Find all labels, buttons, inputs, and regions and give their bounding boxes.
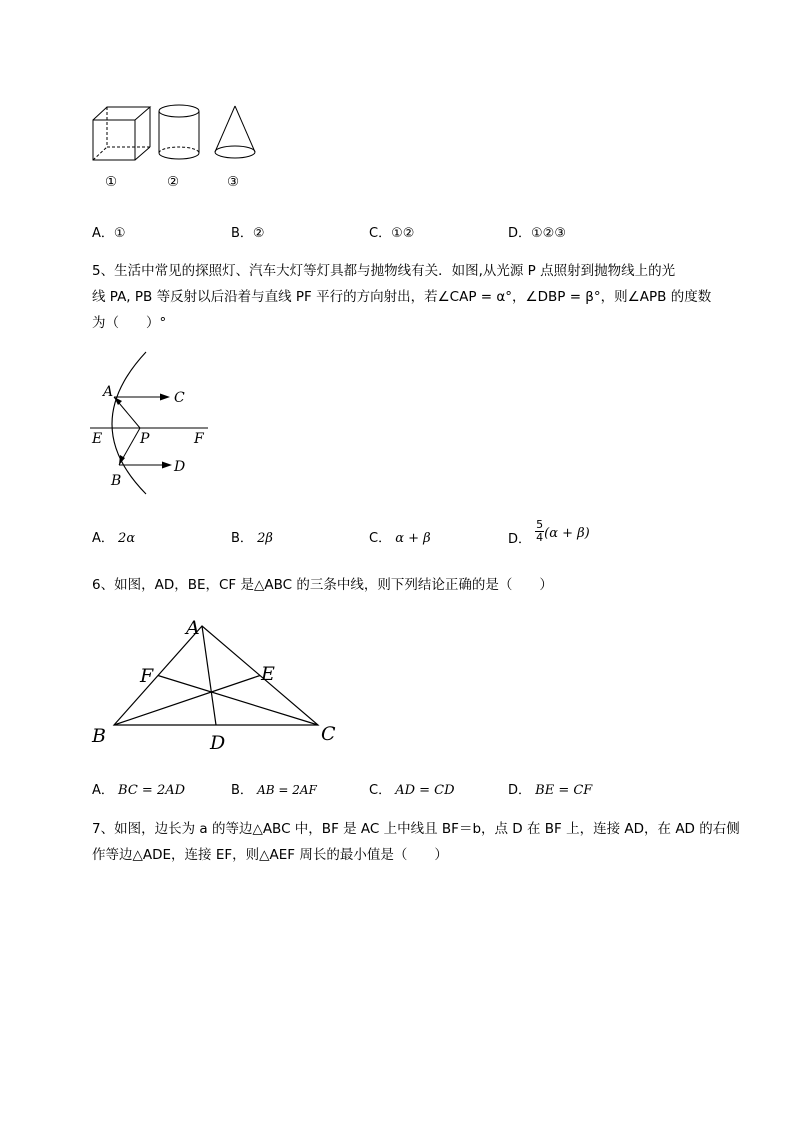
solid-label-2: ② — [167, 174, 180, 190]
fraction-numerator: 5 — [536, 518, 544, 531]
q6-option-b[interactable]: B． AB = 2AF — [231, 783, 317, 798]
q5-text-line3: 为（ ）° — [92, 315, 167, 331]
solid-label-3: ③ — [227, 174, 240, 190]
median-ad — [202, 626, 216, 725]
q4-option-a[interactable]: A．① — [92, 226, 126, 241]
cone-solid — [215, 106, 255, 158]
q5-option-b[interactable]: B． 2β — [231, 531, 273, 546]
q5-option-c[interactable]: C． α + β — [369, 531, 431, 546]
q7-text-line1: 7、如图，边长为 a 的等边△ABC 中，BF 是 AC 上中线且 BF＝b，点 D 在 BF 上，连接 AD，在 AD 的右侧 — [92, 821, 740, 837]
label-f: F — [194, 431, 204, 447]
label-e: E — [92, 431, 103, 447]
q6-option-c[interactable]: C． AD = CD — [369, 783, 455, 798]
label-d: D — [210, 732, 226, 754]
cube-solid — [93, 107, 150, 160]
q4-option-c[interactable]: C．①② — [369, 226, 415, 241]
q6-option-d[interactable]: D． BE = CF — [508, 783, 593, 798]
solids-figure — [88, 100, 278, 170]
label-c: C — [321, 723, 336, 745]
q6-option-a[interactable]: A． BC = 2AD — [92, 783, 186, 798]
q5-text-line2: 线 PA, PB 等反射以后沿着与直线 PF 平行的方向射出，若∠CAP = α°，∠DBP = β°，则∠APB 的度数 — [92, 289, 712, 305]
parabola-figure — [88, 350, 218, 496]
label-b: B — [111, 473, 122, 489]
label-a: A — [103, 384, 114, 400]
label-p: P — [140, 431, 150, 447]
fraction-denominator: 4 — [536, 531, 544, 544]
q7-text-line2: 作等边△ADE，连接 EF，则△AEF 周长的最小值是（ ） — [92, 847, 448, 863]
q5-option-d[interactable]: D． $\frac{5}{4}$ (α + β) — [508, 518, 590, 547]
q6-text-line1: 6、如图，AD，BE，CF 是△ABC 的三条中线，则下列结论正确的是（ ） — [92, 577, 553, 593]
cylinder-solid — [159, 105, 199, 159]
triangle-figure — [88, 612, 348, 757]
label-b: B — [92, 725, 106, 747]
solid-label-1: ① — [105, 174, 118, 190]
label-d: D — [174, 459, 186, 475]
q4-option-b[interactable]: B．② — [231, 226, 265, 241]
q5-option-a[interactable]: A． 2α — [92, 531, 136, 546]
q4-option-d[interactable]: D．①②③ — [508, 226, 566, 241]
label-e: E — [261, 663, 275, 685]
q5-text-line1: 5、生活中常见的探照灯、汽车大灯等灯具都与抛物线有关．如图,从光源 P 点照射到抛物线上的光 — [92, 263, 676, 279]
label-f: F — [140, 665, 154, 687]
label-a: A — [186, 617, 200, 639]
label-c: C — [174, 390, 185, 406]
